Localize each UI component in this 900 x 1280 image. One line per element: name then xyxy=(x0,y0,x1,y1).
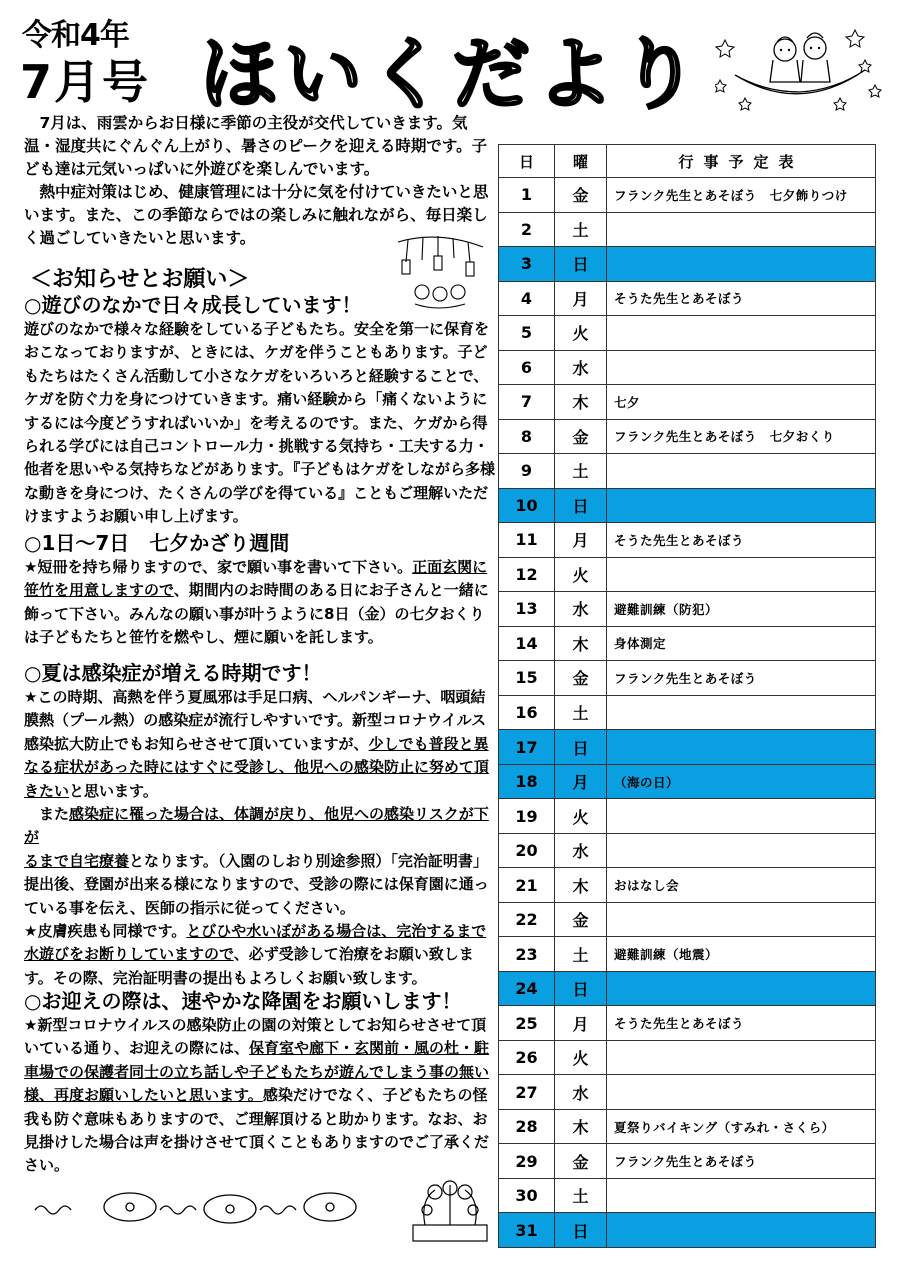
section-pickup xyxy=(24,988,496,1178)
section-tanabata-week xyxy=(24,530,496,650)
table-row xyxy=(499,1144,876,1179)
body-text: と思います。 xyxy=(69,781,158,800)
event-schedule-table xyxy=(498,144,876,1248)
weekday-cell: 金 xyxy=(555,1144,607,1179)
day-cell: 11 xyxy=(499,523,555,558)
day-cell: 8 xyxy=(499,419,555,454)
table-row xyxy=(499,592,876,627)
day-cell: 21 xyxy=(499,868,555,903)
table-row xyxy=(499,1109,876,1144)
event-cell: （海の日） xyxy=(607,764,876,799)
day-cell: 22 xyxy=(499,902,555,937)
day-cell: 28 xyxy=(499,1109,555,1144)
table-row xyxy=(499,247,876,282)
weekday-cell: 木 xyxy=(555,1109,607,1144)
day-cell: 4 xyxy=(499,281,555,316)
event-cell xyxy=(607,695,876,730)
weekday-cell: 日 xyxy=(555,730,607,765)
event-cell xyxy=(607,454,876,489)
table-row xyxy=(499,730,876,765)
weekday-cell: 月 xyxy=(555,1006,607,1041)
day-cell: 29 xyxy=(499,1144,555,1179)
event-cell xyxy=(607,833,876,868)
body-text: ★この時期、高熱を伴う夏風邪は手足口病、ヘルパンギーナ、咽頭結膜熱（プール熱）の感染症が流行しやすいです。新型コロナウイルス感染拡大防止でもお知らせさせて頂いていますが、 xyxy=(24,688,487,753)
table-row xyxy=(499,281,876,316)
body-text: 、必ず受診して治療をお願い致します。その際、完治証明書の提出もよろしくお願い致します。 xyxy=(24,945,474,987)
event-cell xyxy=(607,1040,876,1075)
event-cell: そうた先生とあそぼう xyxy=(607,1006,876,1041)
notice-heading: ＜お知らせとお願い＞ xyxy=(30,267,250,292)
day-cell: 3 xyxy=(499,247,555,282)
table-row xyxy=(499,695,876,730)
section-body xyxy=(24,920,496,990)
weekday-cell: 水 xyxy=(555,1075,607,1110)
table-row xyxy=(499,316,876,351)
event-cell xyxy=(607,212,876,247)
section-body xyxy=(24,803,496,920)
day-cell: 27 xyxy=(499,1075,555,1110)
event-cell: そうた先生とあそぼう xyxy=(607,281,876,316)
body-text: また xyxy=(24,805,70,824)
weekday-cell: 火 xyxy=(555,799,607,834)
event-cell: 七夕 xyxy=(607,385,876,420)
section-body: 遊びのなかで様々な経験をしている子どもたち。安全を第一に保育をおこなっておりますが、ときには、ケガを伴うこともあります。子どもたちはたくさん活動して小さなケガをいろいろと経験することで、ケガを防ぐ力を身につけていきます。痛い経験から「痛くないようにするには今度どうすればいいか」を考えるのです。また、ケガから得られる学びには自己コントロール力・挑戦する気持ち・工夫する力・他者を思いやる気持ちなどがあります。『子どもはケガをしながら多様な動きを身につけ、たくさんの学びを得ている』こともご理解いただけますようお願い申し上げます。 xyxy=(24,320,496,526)
table-row xyxy=(499,661,876,696)
table-row xyxy=(499,523,876,558)
day-cell: 18 xyxy=(499,764,555,799)
event-cell: フランク先生とあそぼう 七夕おくり xyxy=(607,419,876,454)
section-heading: ○遊びのなかで日々成長しています！ xyxy=(24,293,362,317)
event-cell xyxy=(607,1213,876,1248)
table-row xyxy=(499,902,876,937)
day-cell: 20 xyxy=(499,833,555,868)
section-body xyxy=(24,686,496,803)
event-cell xyxy=(607,730,876,765)
table-row xyxy=(499,212,876,247)
flower-border-illustration xyxy=(30,1185,370,1235)
event-cell: 避難訓練（地震） xyxy=(607,937,876,972)
column-header-weekday: 曜 xyxy=(555,145,607,178)
underlined-text: るまで自宅療養 xyxy=(24,851,130,870)
body-text: となります。（入園のしおり別途参照）「完治証明書」提出後、登園が出来る様になりますので、受診の際には保育園に通っている事を伝え、医師の指示に従ってください。 xyxy=(24,851,489,917)
day-cell: 30 xyxy=(499,1178,555,1213)
weekday-cell: 月 xyxy=(555,281,607,316)
event-cell xyxy=(607,971,876,1006)
table-row xyxy=(499,937,876,972)
tanabata-couple-illustration xyxy=(715,20,885,115)
issue-year: 令和4年 xyxy=(22,18,129,53)
day-cell: 5 xyxy=(499,316,555,351)
weekday-cell: 木 xyxy=(555,385,607,420)
section-heading: ○お迎えの際は、速やかな降園をお願いします！ xyxy=(24,989,462,1013)
day-cell: 14 xyxy=(499,626,555,661)
event-cell: おはなし会 xyxy=(607,868,876,903)
event-cell xyxy=(607,1178,876,1213)
event-cell xyxy=(607,488,876,523)
weekday-cell: 木 xyxy=(555,626,607,661)
day-cell: 19 xyxy=(499,799,555,834)
day-cell: 17 xyxy=(499,730,555,765)
weekday-cell: 土 xyxy=(555,454,607,489)
table-row xyxy=(499,419,876,454)
table-row xyxy=(499,799,876,834)
event-cell: フランク先生とあそぼう xyxy=(607,661,876,696)
body-text: 感染だけでなく、子どもたちの怪我も防ぐ意味もありますので、ご理解頂けると助かります。なお、お見掛けした場合は声を掛けさせて頂くこともありますのでご了承ください。 xyxy=(24,1086,490,1175)
day-cell: 7 xyxy=(499,385,555,420)
column-header-day: 日 xyxy=(499,145,555,178)
event-cell xyxy=(607,799,876,834)
intro-paragraph: 7月は、雨雲からお日様に季節の主役が交代していきます。気温・湿度共にぐんぐん上がり、暑さのピークを迎える時期です。子ども達は元気いっぱいに外遊びを楽しんでいます。 xyxy=(24,114,488,178)
weekday-cell: 月 xyxy=(555,523,607,558)
weekday-cell: 日 xyxy=(555,488,607,523)
event-cell xyxy=(607,902,876,937)
weekday-cell: 土 xyxy=(555,1178,607,1213)
table-row xyxy=(499,454,876,489)
weekday-cell: 金 xyxy=(555,419,607,454)
weekday-cell: 日 xyxy=(555,247,607,282)
weekday-cell: 水 xyxy=(555,592,607,627)
underlined-text: 感染症に罹った場合は、体調が戻り、他児への感染リスクが下が xyxy=(24,805,489,847)
table-row xyxy=(499,557,876,592)
day-cell: 23 xyxy=(499,937,555,972)
day-cell: 16 xyxy=(499,695,555,730)
weekday-cell: 土 xyxy=(555,695,607,730)
section-infection xyxy=(24,660,496,990)
day-cell: 15 xyxy=(499,661,555,696)
day-cell: 13 xyxy=(499,592,555,627)
weekday-cell: 火 xyxy=(555,316,607,351)
day-cell: 12 xyxy=(499,557,555,592)
weekday-cell: 土 xyxy=(555,937,607,972)
day-cell: 9 xyxy=(499,454,555,489)
event-cell: 夏祭りバイキング（すみれ・さくら） xyxy=(607,1109,876,1144)
event-cell xyxy=(607,557,876,592)
event-cell xyxy=(607,1075,876,1110)
table-row xyxy=(499,833,876,868)
day-cell: 31 xyxy=(499,1213,555,1248)
event-cell xyxy=(607,350,876,385)
intro-text xyxy=(24,112,494,250)
weekday-cell: 金 xyxy=(555,178,607,213)
table-row xyxy=(499,626,876,661)
table-row xyxy=(499,1213,876,1248)
underlined-text: 少しでも普段と異なる症状があった時にはすぐに受診し、他児への感染防止に努めて頂きたい xyxy=(24,734,489,800)
weekday-cell: 月 xyxy=(555,764,607,799)
day-cell: 24 xyxy=(499,971,555,1006)
table-row xyxy=(499,1075,876,1110)
table-row xyxy=(499,1040,876,1075)
body-text: ★短冊を持ち帰りますので、家で願い事を書いて下さい。 xyxy=(24,558,413,576)
section-body xyxy=(24,1014,496,1178)
table-row xyxy=(499,764,876,799)
weekday-cell: 火 xyxy=(555,1040,607,1075)
underlined-text: 正面玄関に笹竹を用意しますので xyxy=(24,558,488,600)
weekday-cell: 水 xyxy=(555,350,607,385)
day-cell: 25 xyxy=(499,1006,555,1041)
weekday-cell: 金 xyxy=(555,661,607,696)
table-row xyxy=(499,385,876,420)
day-cell: 2 xyxy=(499,212,555,247)
section-heading: ○1日～7日 七夕かざり週間 xyxy=(24,531,290,555)
table-row xyxy=(499,178,876,213)
day-cell: 1 xyxy=(499,178,555,213)
body-text: ★皮膚疾患も同様です。 xyxy=(24,922,187,941)
weekday-cell: 日 xyxy=(555,1213,607,1248)
weekday-cell: 火 xyxy=(555,557,607,592)
morning-glory-pot-illustration xyxy=(405,1180,495,1245)
weekday-cell: 金 xyxy=(555,902,607,937)
table-header-row xyxy=(499,145,876,178)
newsletter-title: ほいくだより xyxy=(200,30,705,120)
body-text: 、期間内のお時間のある日にお子さんと一緒に飾って下さい。みんなの願い事が叶うように8日（金）の七夕おくりは子どもたちと笹竹を燃やし、煙に願いを託します。 xyxy=(24,581,489,647)
event-cell xyxy=(607,247,876,282)
column-header-event: 行事予定表 xyxy=(607,145,876,178)
weekday-cell: 日 xyxy=(555,971,607,1006)
body-text: ★新型コロナウイルスの感染防止の園の対策としてお知らせさせて頂いている通り、お迎えの際には、 xyxy=(24,1016,487,1058)
table-row xyxy=(499,971,876,1006)
underlined-text: とびひや水いぼがある場合は、完治するまで水遊びをお断りしていますので xyxy=(24,922,487,964)
day-cell: 10 xyxy=(499,488,555,523)
section-heading: ○夏は感染症が増える時期です！ xyxy=(24,661,322,685)
event-cell: 身体測定 xyxy=(607,626,876,661)
event-cell: フランク先生とあそぼう 七夕飾りつけ xyxy=(607,178,876,213)
table-row xyxy=(499,868,876,903)
event-cell xyxy=(607,316,876,351)
intro-paragraph: 熱中症対策はじめ、健康管理には十分に気を付けていきたいと思います。また、この季節ならではの楽しみに触れながら、毎日楽しく過ごしていきたいと思います。 xyxy=(24,183,489,247)
weekday-cell: 木 xyxy=(555,868,607,903)
underlined-text: 保育室や廊下・玄関前・風の杜・駐車場での保護者同士の立ち話しや子どもたちが遊んでしまう事の無い様、再度お願いしたいと思います。 xyxy=(24,1039,490,1105)
table-row xyxy=(499,488,876,523)
weekday-cell: 水 xyxy=(555,833,607,868)
table-row xyxy=(499,350,876,385)
day-cell: 6 xyxy=(499,350,555,385)
issue-month: 7月号 xyxy=(20,55,151,109)
section-body xyxy=(24,556,496,650)
table-row xyxy=(499,1006,876,1041)
weekday-cell: 土 xyxy=(555,212,607,247)
table-row xyxy=(499,1178,876,1213)
event-cell: そうた先生とあそぼう xyxy=(607,523,876,558)
event-cell: 避難訓練（防犯） xyxy=(607,592,876,627)
day-cell: 26 xyxy=(499,1040,555,1075)
section-play-growth xyxy=(24,292,496,529)
event-cell: フランク先生とあそぼう xyxy=(607,1144,876,1179)
